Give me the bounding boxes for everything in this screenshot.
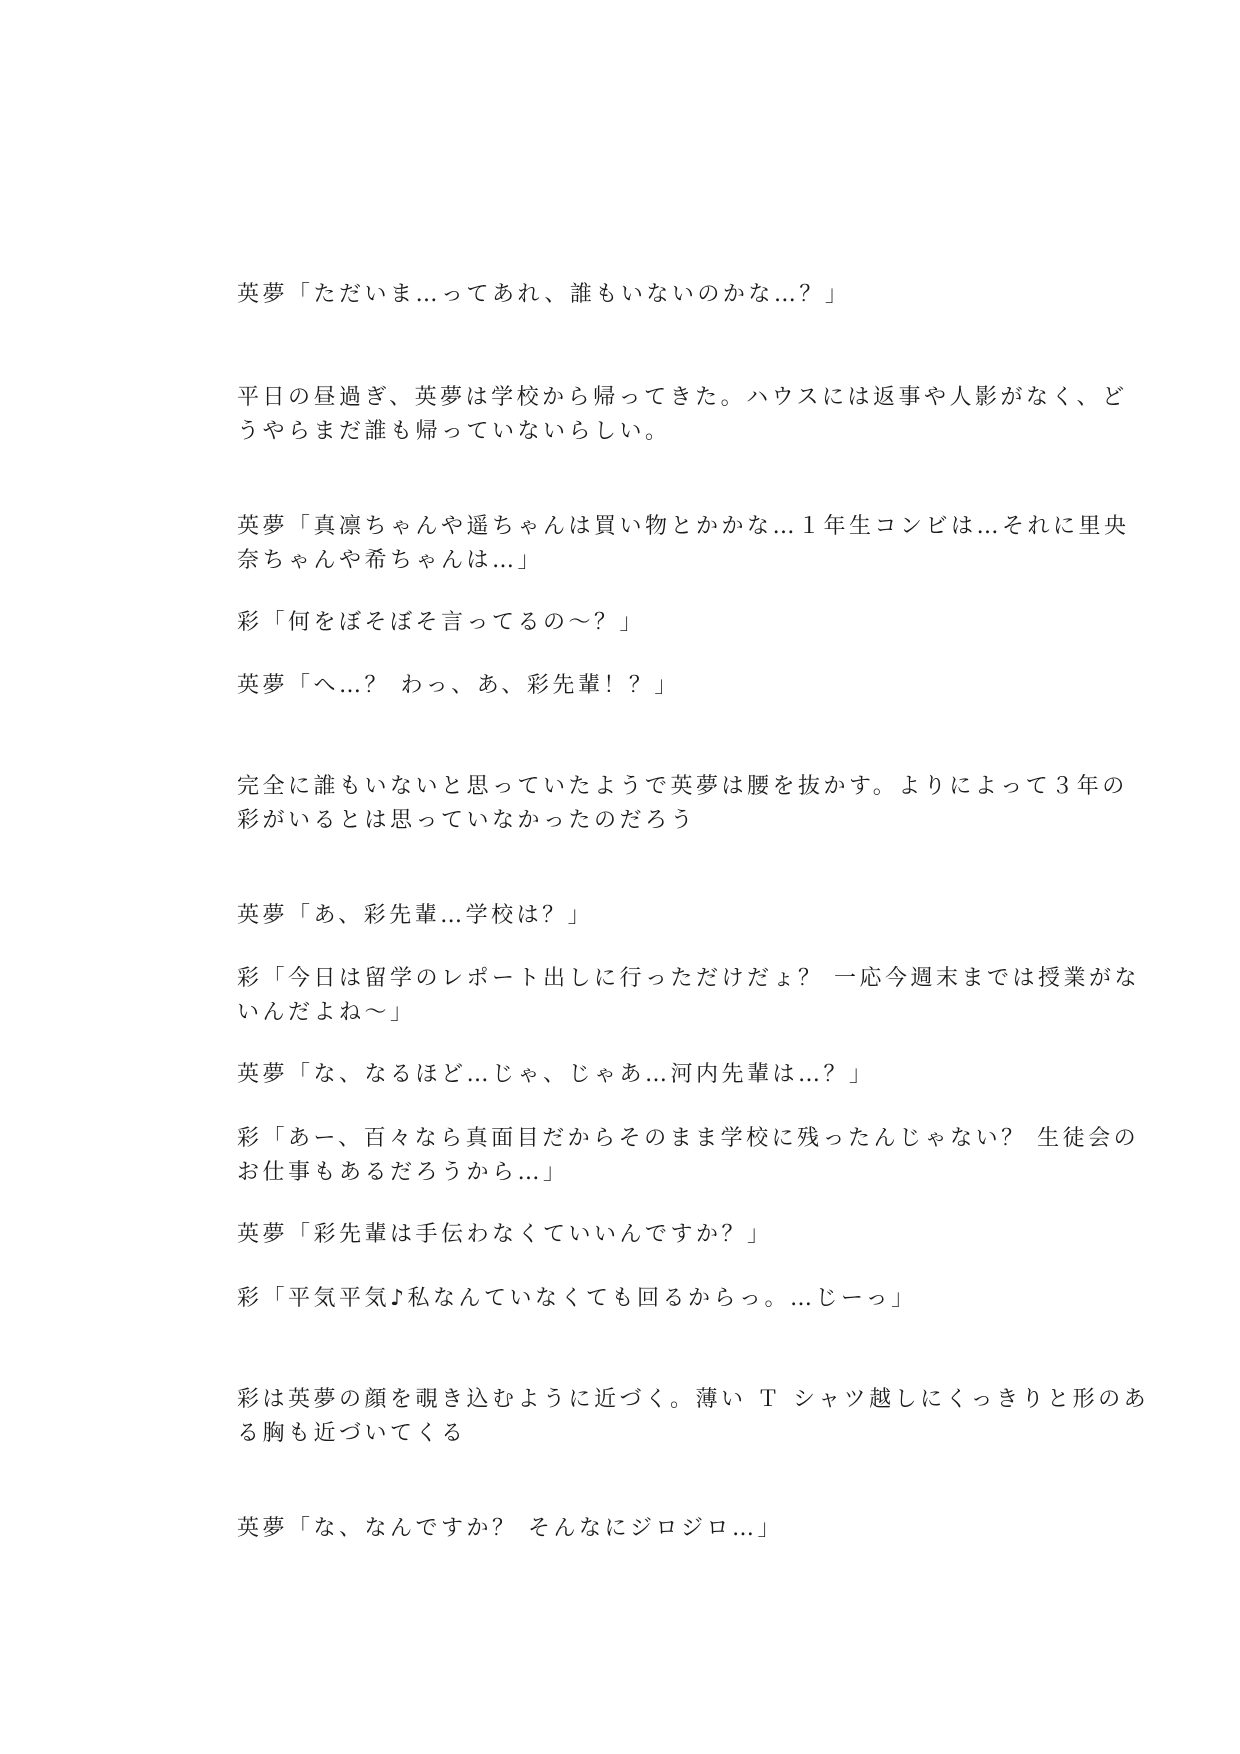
paragraph-dialogue-kawachi xyxy=(237,1058,1012,1092)
paragraph-dialogue-surprised xyxy=(237,669,1012,703)
paragraph-dialogue-shopping xyxy=(237,510,1130,578)
text-line: お仕事もあるだろうから…」 xyxy=(237,1160,569,1185)
paragraph-dialogue-momo xyxy=(237,1122,1140,1190)
paragraph-dialogue-heiki xyxy=(237,1282,1012,1316)
text-line: いんだよね～」 xyxy=(237,1000,416,1025)
text-line: 英夢「ただいま…ってあれ、誰もいないのかな…？」 xyxy=(237,282,851,307)
text-line: 彩がいるとは思っていなかったのだろう xyxy=(237,808,697,833)
text-line: 英夢「真凛ちゃんや遥ちゃんは買い物とかかな…１年生コンビは…それに里央 xyxy=(237,514,1130,539)
paragraph-narration-return-home xyxy=(237,381,1128,449)
paragraph-dialogue-report xyxy=(237,962,1140,1030)
text-line: 平日の昼過ぎ、英夢は学校から帰ってきた。ハウスには返事や人影がなく、ど xyxy=(237,385,1128,410)
paragraph-dialogue-school xyxy=(237,899,1012,933)
text-line: 彩「平気平気♪私なんていなくても回るからっ。…じーっ」 xyxy=(237,1286,917,1311)
text-line: 彩「今日は留学のレポート出しに行っただけだょ？ 一応今週末までは授業がな xyxy=(237,966,1140,991)
text-line: 英夢「彩先輩は手伝わなくていいんですか？」 xyxy=(237,1222,773,1247)
text-line: 完全に誰もいないと思っていたようで英夢は腰を抜かす。よりによって３年の xyxy=(237,774,1128,799)
text-line: 英夢「な、なるほど…じゃ、じゃあ…河内先輩は…？」 xyxy=(237,1062,875,1087)
text-line: 英夢「な、なんですか？ そんなにジロジロ…」 xyxy=(237,1516,783,1541)
paragraph-dialogue-help xyxy=(237,1218,1012,1252)
text-line: 彩は英夢の顔を覗き込むように近づく。薄い Ｔ シャツ越しにくっきりと形のあ xyxy=(237,1387,1150,1412)
text-line: 英夢「へ…？ わっ、あ、彩先輩！？」 xyxy=(237,673,680,698)
text-line: 英夢「あ、彩先輩…学校は？」 xyxy=(237,903,594,928)
text-line: うやらまだ誰も帰っていないらしい。 xyxy=(237,419,671,444)
text-line: る胸も近づいてくる xyxy=(237,1421,467,1446)
paragraph-dialogue-aya-mumbling xyxy=(237,606,1012,640)
paragraph-narration-approach xyxy=(237,1383,1150,1451)
text-line: 奈ちゃんや希ちゃんは…」 xyxy=(237,548,544,573)
paragraph-dialogue-jirojiro xyxy=(237,1512,1012,1546)
paragraph-dialogue-tadaima xyxy=(237,278,1012,312)
paragraph-narration-startled xyxy=(237,770,1128,838)
text-line: 彩「あー、百々なら真面目だからそのまま学校に残ったんじゃない？ 生徒会の xyxy=(237,1126,1140,1151)
text-line: 彩「何をぼそぼそ言ってるの～？」 xyxy=(237,610,646,635)
